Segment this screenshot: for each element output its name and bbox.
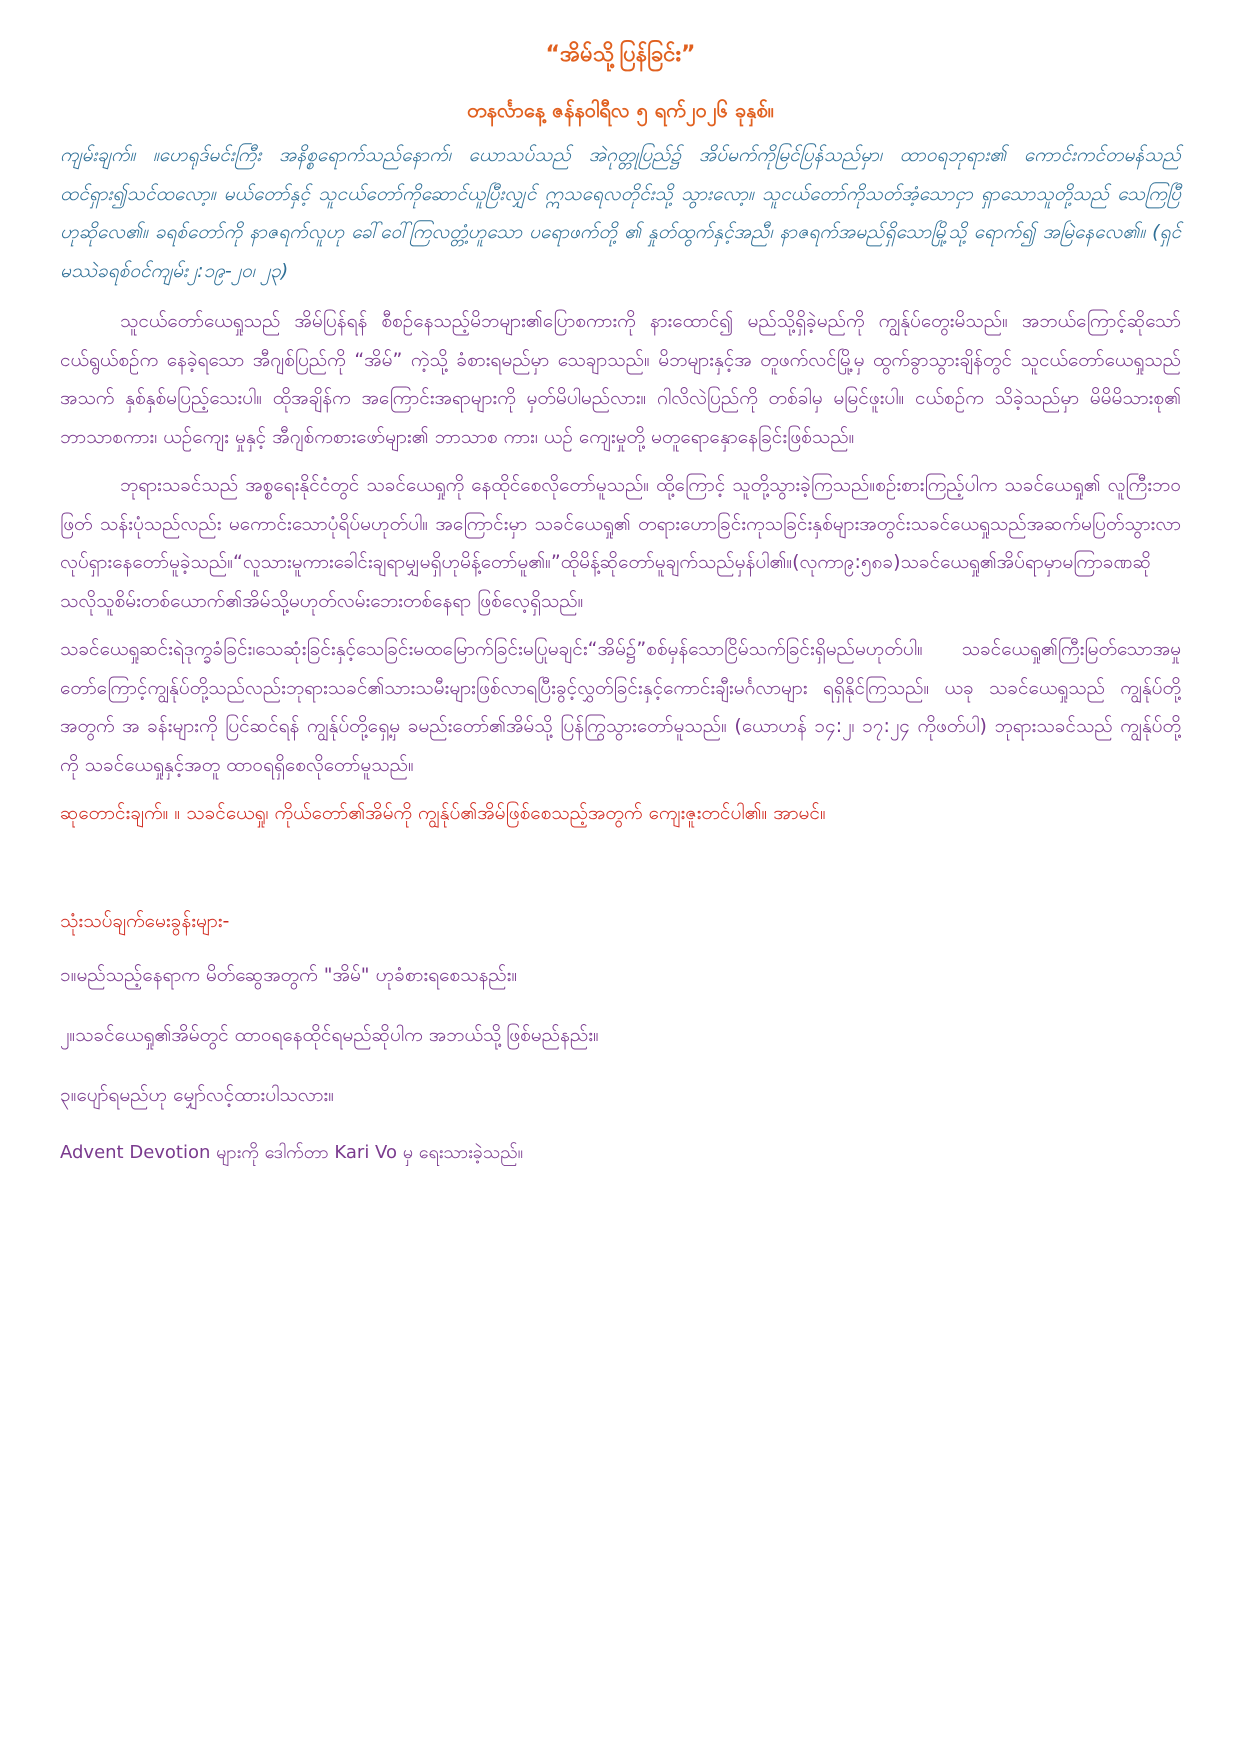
page-title: “အိမ်သို့ပြန်ခြင်း” bbox=[545, 42, 696, 67]
body-paragraph-1: သူငယ်တော်ယေရှုသည် အိမ်ပြန်ရန် စီစဉ်နေသည့်မိဘများ၏ပြောစကားကို နားထောင်၍ မည်သို့ရှိခဲ့မည်ကို ကျွန်ုပ်တွေးမိသည်။ အဘယ်ကြောင့်ဆိုသော်ငယ်ရွယ်စဉ်က နေခဲ့ရသော အီဂျစ်ပြည်ကို “အိမ်” ကဲ့သို့ ခံစားရမည်မှာ သေချာသည်။ မိဘများနှင့်အ တူဖက်လင်မြို့မှ ထွက်ခွာသွားချိန်တွင် သူငယ်တော်ယေရှုသည် အသက် နှစ်နှစ်မပြည့်သေးပါ။ ထိုအချိန်က အကြောင်းအရာများကို မှတ်မိပါမည်လား။ ဂါလိလဲပြည်ကို တစ်ခါမှ မမြင်ဖူးပါ။ ငယ်စဉ်က သိခဲ့သည်မှာ မိမိမိသားစု၏ ဘာသာစကား၊ ယဉ်ကျေး မှုနှင့် အီဂျစ်ကစားဖော်များ၏ ဘာသာစ ကား၊ ယဉ် ကျေးမှုတို့ မတူရောနှောနေခြင်းဖြစ်သည်။ bbox=[60, 310, 1181, 448]
reflection-question-3: ၃။ပျော်ရမည်ဟု မျှော်လင့်ထားပါသလား။ bbox=[60, 1084, 334, 1106]
date-line: တနင်္လာနေ့ ဇန်နဝါရီလ ၅ ရက်၂၀၂၆ ခုနှစ်။ bbox=[467, 98, 774, 122]
body-paragraph-3: သခင်ယေရှုဆင်းရဲဒုက္ခခံခြင်း၊သေဆုံးခြင်းနှင့်သေခြင်းမထမြောက်ခြင်းမပြုမချင်း“အိမ်၌”စစ်မှန်သောငြိမ်သက်ခြင်းရှိမည်မဟုတ်ပါ။ သခင်ယေရှု၏ကြီးမြတ်သောအမှုတော်ကြောင့်ကျွန်ုပ်တို့သည်လည်းဘုရားသခင်၏သားသမီးများဖြစ်လာရပြီးခွင့်လွှတ်ခြင်းနှင့်ကောင်းချီးမင်္ဂလာများ ရရှိနိုင်ကြသည်။ ယခု သခင်ယေရှုသည် ကျွန်ုပ်တို့အတွက် အ ခန်းများကို ပြင်ဆင်ရန် ကျွန်ုပ်တို့ရှေ့မှ ခမည်းတော်၏အိမ်သို့ ပြန်ကြွသွားတော်မူသည်။ (ယောဟန် ၁၄:၂၊ ၁၇:၂၄ ကိုဖတ်ပါ) ဘုရားသခင်သည် ကျွန်ုပ်တို့ကို သခင်ယေရှုနှင့်အတူ ထာဝရရှိစေလိုတော်မူသည်။ bbox=[60, 638, 1181, 776]
reflection-heading: သုံးသပ်ချက်မေးခွန်းများ- bbox=[60, 910, 230, 932]
reflection-question-1: ၁။မည်သည့်နေရာက မိတ်ဆွေအတွက် "အိမ်" ဟုခံစားရစေသနည်း။ bbox=[60, 964, 518, 986]
reflection-question-2: ၂။သခင်ယေရှု၏အိမ်တွင် ထာဝရနေထိုင်ရမည်ဆိုပါက အဘယ်သို့ဖြစ်မည်နည်း။ bbox=[60, 1024, 599, 1046]
prayer: ဆုတောင်းချက်။ ။ သခင်ယေရှု၊ ကိုယ်တော်၏အိမ်ကို ကျွန်ုပ်၏အိမ်ဖြစ်စေသည့်အတွက် ကျေးဇူးတင်ပါ၏။ အာမင်။ bbox=[60, 802, 826, 824]
body-paragraph-2: ဘုရားသခင်သည် အစ္စရေးနိုင်ငံတွင် သခင်ယေရှုကို နေထိုင်စေလိုတော်မူသည်။ ထို့ကြောင့် သူတို့သွားခဲ့ကြသည်။စဉ်းစားကြည့်ပါက သခင်ယေရှု၏ လူကြီးဘဝဖြတ် သန်းပုံသည်လည်း မကောင်းသောပုံရိပ်မဟုတ်ပါ။ အကြောင်းမှာ သခင်ယေရှု၏ တရားဟောခြင်းကုသခြင်းနှစ်များအတွင်းသခင်ယေရှုသည်အဆက်မပြတ်သွားလာလုပ်ရှားနေတော်မူခဲ့သည်။“လူသားမူကားခေါင်းချရာမျှမရှိဟုမိန့်တော်မူ၏။”ထိုမိန့်ဆိုတော်မူချက်သည်မှန်ပါ၏။(လုကာ၉:၅၈ခ)သခင်ယေရှု၏အိပ်ရာမှာမကြာခဏဆိုသလိုသူစိမ်းတစ်ယောက်၏အိမ်သို့မဟုတ်လမ်းဘေးတစ်နေရာ ဖြစ်လေ့ရှိသည်။ bbox=[60, 474, 1181, 612]
author-credit: Advent Devotion များကို ဒေါက်တာ Kari Vo မှ ရေးသားခဲ့သည်။ bbox=[60, 1142, 524, 1163]
scripture-passage: ကျမ်းချက်။ ။ဟေရုဒ်မင်းကြီး အနိစ္စရောက်သည်နောက်၊ ယောသပ်သည် အဲဂုတ္တုပြည်၌ အိပ်မက်ကိုမြင်ပြန်သည်မှာ၊ ထာဝရဘုရား၏ ကောင်းကင်တမန်သည် ထင်ရှား၍သင်ထလော့။ မယ်တော်နှင့် သူငယ်တော်ကိုဆောင်ယူပြီးလျှင် ဣသရေလတိုင်းသို့ သွားလော့။ သူငယ်တော်ကိုသတ်အံ့သောငှာ ရှာသောသူတို့သည် သေကြပြီဟုဆိုလေ၏။ ခရစ်တော်ကို နာဇရက်လူဟု ခေါ်ဝေါ်ကြလတ္တံ့ဟူသော ပရောဖက်တို့ ၏ နှုတ်ထွက်နှင့်အညီ၊ နာဇရက်အမည်ရှိသောမြို့သို့ ရောက်၍ အမြဲနေလေ၏။ (ရှင်မဿဲခရစ်ဝင်ကျမ်း၂:၁၉-၂၀၊ ၂၃) bbox=[60, 144, 1181, 282]
